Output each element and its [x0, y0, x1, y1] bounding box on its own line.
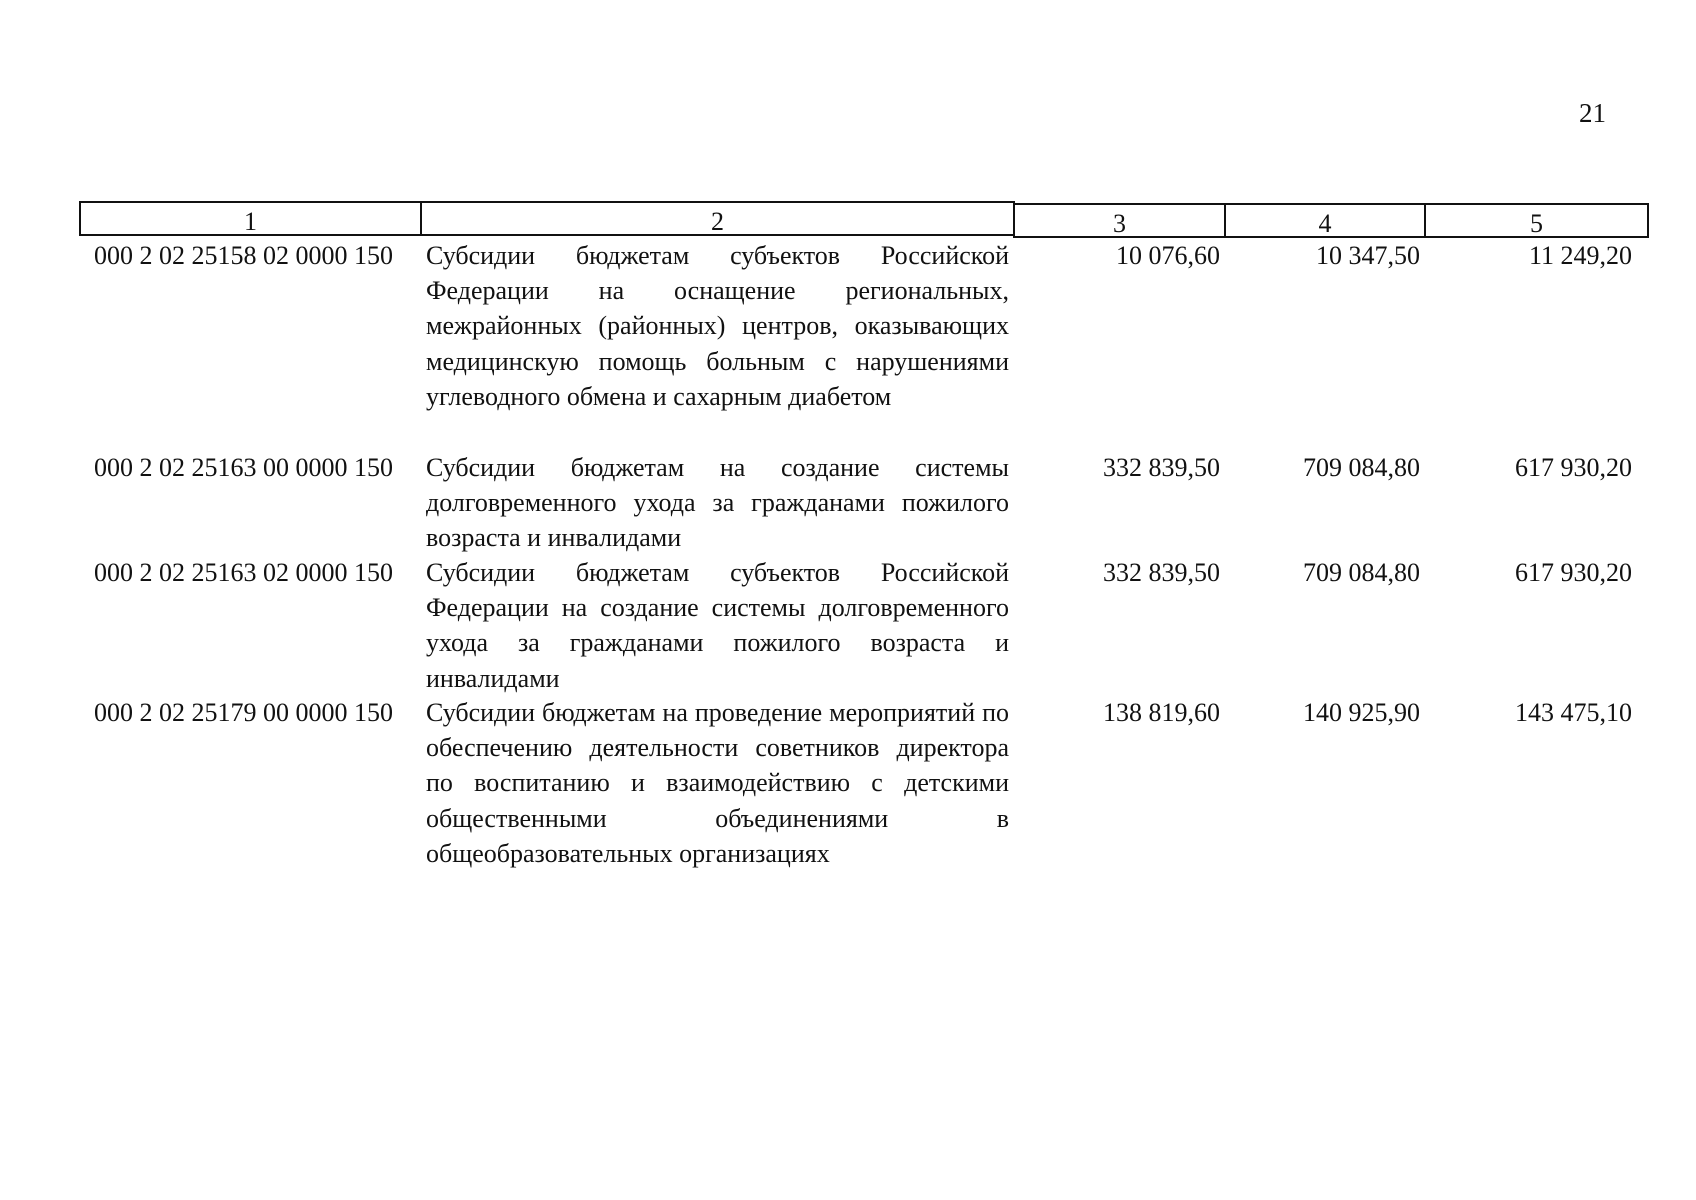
column-header-5: 5 — [1424, 203, 1649, 238]
row-description: Субсидии бюджетам на создание системы долговременного ухода за гражданами пожилого возраста и инвалидами — [426, 453, 1009, 553]
row-description: Субсидии бюджетам субъектов Российской Федерации на оснащение региональных, межрайонных (районных) центров, оказывающих медицинскую помощь больным с нарушениями углеводного обмена и сахарным диабетом — [426, 241, 1009, 411]
amount-col-5: 617 930,20 — [1515, 558, 1632, 587]
column-header-1: 1 — [79, 201, 422, 236]
amount-col-3: 332 839,50 — [1103, 558, 1220, 587]
budget-code: 000 2 02 25163 02 0000 150 — [94, 558, 393, 587]
amount-col-3: 138 819,60 — [1103, 698, 1220, 727]
amount-col-4: 709 084,80 — [1303, 558, 1420, 587]
budget-code: 000 2 02 25158 02 0000 150 — [94, 241, 393, 270]
column-header-2: 2 — [420, 201, 1015, 236]
page-number: 21 — [1579, 98, 1606, 128]
amount-col-3: 332 839,50 — [1103, 453, 1220, 482]
amount-col-5: 143 475,10 — [1515, 698, 1632, 727]
row-description: Субсидии бюджетам субъектов Российской Федерации на создание системы долговременного ухода за гражданами пожилого возраста и инвалидами — [426, 558, 1009, 693]
budget-code: 000 2 02 25163 00 0000 150 — [94, 453, 393, 482]
amount-col-3: 10 076,60 — [1116, 241, 1220, 270]
amount-col-4: 140 925,90 — [1303, 698, 1420, 727]
amount-col-4: 10 347,50 — [1316, 241, 1420, 270]
column-header-3: 3 — [1013, 203, 1226, 238]
budget-code: 000 2 02 25179 00 0000 150 — [94, 698, 393, 727]
amount-col-5: 11 249,20 — [1528, 241, 1632, 270]
amount-col-4: 709 084,80 — [1303, 453, 1420, 482]
amount-col-5: 617 930,20 — [1515, 453, 1632, 482]
row-description: Субсидии бюджетам на проведение мероприятий по обеспечению деятельности советников директора по воспитанию и взаимодействию с детскими общественными объединениями в общеобразовательных организациях — [426, 698, 1009, 868]
column-header-4: 4 — [1224, 203, 1426, 238]
